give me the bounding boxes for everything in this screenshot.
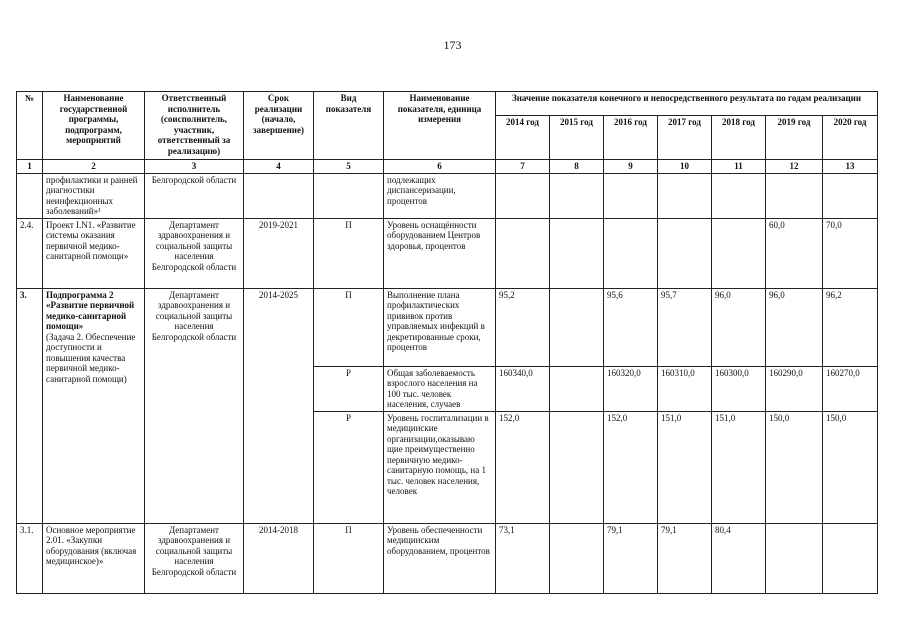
row-indicator: Общая заболеваемость взрослого населения на 100 тыс. человек населения, случаев	[384, 366, 496, 411]
header-no: №	[17, 92, 43, 160]
row-no	[17, 288, 43, 523]
row-value	[658, 173, 712, 218]
row-value	[550, 288, 604, 366]
row-value	[496, 218, 550, 288]
column-number: 3	[145, 160, 244, 174]
row-executor: Департамент здравоохранения и социальной защиты населения Белгородской области	[145, 523, 244, 593]
table-row	[17, 218, 878, 288]
header-indicator: Наименование показателя, единица измерения	[384, 92, 496, 160]
row-no: 3.1.	[17, 523, 43, 593]
header-year: 2015 год	[550, 116, 604, 160]
row-value: 80,4	[712, 523, 766, 593]
table-row	[17, 173, 878, 218]
row-value: 160340,0	[496, 366, 550, 411]
row-value: 79,1	[604, 523, 658, 593]
table-row	[17, 523, 878, 593]
header-year: 2017 год	[658, 116, 712, 160]
column-number: 7	[496, 160, 550, 174]
row-value	[823, 173, 878, 218]
row-name	[43, 288, 145, 523]
row-value	[823, 523, 878, 593]
row-no	[17, 173, 43, 218]
row-type: П	[314, 218, 384, 288]
header-values-group: Значение показателя конечного и непосредственного результата по годам реализации	[496, 92, 878, 116]
header-year: 2019 год	[766, 116, 823, 160]
page-number: 173	[443, 38, 462, 52]
column-number: 8	[550, 160, 604, 174]
column-number: 1	[17, 160, 43, 174]
header-year: 2018 год	[712, 116, 766, 160]
row-value: 160310,0	[658, 366, 712, 411]
row-value: 70,0	[823, 218, 878, 288]
column-number: 9	[604, 160, 658, 174]
indicators-table	[16, 91, 878, 594]
row-value: 151,0	[712, 411, 766, 523]
row-value: 160270,0	[823, 366, 878, 411]
row-value	[550, 173, 604, 218]
column-number: 4	[244, 160, 314, 174]
row-value	[550, 218, 604, 288]
column-number: 13	[823, 160, 878, 174]
row-type: П	[314, 523, 384, 593]
row-value: 160320,0	[604, 366, 658, 411]
row-value: 60,0	[766, 218, 823, 288]
row-no: 2.4.	[17, 218, 43, 288]
row-value: 160300,0	[712, 366, 766, 411]
header-year: 2014 год	[496, 116, 550, 160]
row-indicator: Уровень обеспеченности медицинским оборудованием, процентов	[384, 523, 496, 593]
row-no-text: 3.	[20, 289, 27, 300]
row-value: 95,7	[658, 288, 712, 366]
row-term: 2019-2021	[244, 218, 314, 288]
header-year: 2016 год	[604, 116, 658, 160]
row-value	[712, 173, 766, 218]
header-name: Наименование государственной программы, подпрограмм, мероприятий	[43, 92, 145, 160]
row-value	[550, 523, 604, 593]
header-term: Срок реализации (начало, завершение)	[244, 92, 314, 160]
row-value: 152,0	[604, 411, 658, 523]
row-value: 96,0	[766, 288, 823, 366]
row-value	[766, 523, 823, 593]
row-value: 160290,0	[766, 366, 823, 411]
row-value	[604, 218, 658, 288]
row-value: 95,2	[496, 288, 550, 366]
header-year: 2020 год	[823, 116, 878, 160]
row-type: П	[314, 288, 384, 366]
row-value: 96,2	[823, 288, 878, 366]
row-executor: Белгородской области	[145, 173, 244, 218]
row-value: 152,0	[496, 411, 550, 523]
row-value: 95,6	[604, 288, 658, 366]
row-indicator: Уровень госпитализации в медицинские организации,оказываю щие преимущественно первичную медико-санитарную помощь, на 1 тыс. человек населения, человек	[384, 411, 496, 523]
row-term	[244, 173, 314, 218]
row-value: 73,1	[496, 523, 550, 593]
row-name: Проект I.N1. «Развитие системы оказания первичной медико-санитарной помощи»	[43, 218, 145, 288]
header-type: Вид показателя	[314, 92, 384, 160]
column-number-row	[17, 160, 878, 174]
subprogram-title: Подпрограмма 2 «Развитие первичной медико-санитарной помощи»	[46, 289, 135, 331]
column-number: 2	[43, 160, 145, 174]
row-value	[604, 173, 658, 218]
column-number: 11	[712, 160, 766, 174]
column-number: 5	[314, 160, 384, 174]
row-value	[658, 218, 712, 288]
row-value: 151,0	[658, 411, 712, 523]
row-indicator: Выполнение плана профилактических прививок против управляемых инфекций в декретированные сроки, процентов	[384, 288, 496, 366]
row-type: Р	[314, 411, 384, 523]
row-value: 96,0	[712, 288, 766, 366]
column-number: 12	[766, 160, 823, 174]
row-value: 150,0	[823, 411, 878, 523]
row-value	[550, 411, 604, 523]
row-value: 150,0	[766, 411, 823, 523]
row-value	[712, 218, 766, 288]
row-term: 2014-2018	[244, 523, 314, 593]
row-term: 2014-2025	[244, 288, 314, 523]
row-indicator: подлежащих диспансеризации, процентов	[384, 173, 496, 218]
row-executor: Департамент здравоохранения и социальной защиты населения Белгородской области	[145, 218, 244, 288]
subprogram-task: (Задача 2. Обеспечение доступности и повышения качества первичной медико-санитарной помощи)	[46, 331, 136, 384]
row-value: 79,1	[658, 523, 712, 593]
row-type: Р	[314, 366, 384, 411]
row-executor: Департамент здравоохранения и социальной защиты населения Белгородской области	[145, 288, 244, 523]
row-type	[314, 173, 384, 218]
column-number: 6	[384, 160, 496, 174]
table-row	[17, 288, 878, 366]
row-name: Основное мероприятие 2.01. «Закупки оборудования (включая медицинское)»	[43, 523, 145, 593]
header-executor: Ответственный исполнитель (соисполнитель, участник, ответственный за реализацию)	[145, 92, 244, 160]
column-number: 10	[658, 160, 712, 174]
row-indicator: Уровень оснащённости оборудованием Центров здоровья, процентов	[384, 218, 496, 288]
row-value	[766, 173, 823, 218]
row-name: профилактики и ранней диагностики неинфекционных заболеваний»¹	[43, 173, 145, 218]
row-value	[496, 173, 550, 218]
row-value	[550, 366, 604, 411]
